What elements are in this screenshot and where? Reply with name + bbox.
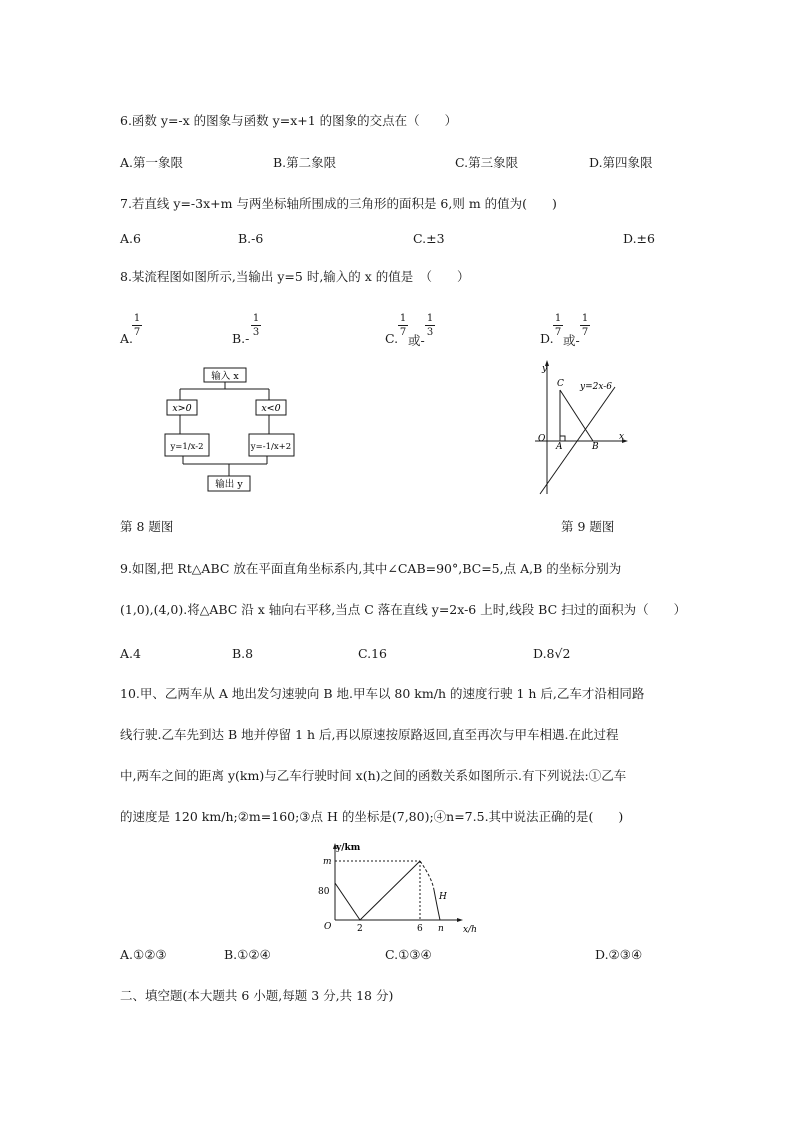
- flow-formula-right: y=-1/x+2: [250, 442, 292, 452]
- q9-point-b: B: [592, 442, 599, 452]
- q8-option-d-fraction2: 1 7: [581, 313, 589, 338]
- q10-stem-line3: 中,两车之间的距离 y(km)与乙车行驶时间 x(h)之间的函数关系如图所示.有下列说法:①乙车: [120, 768, 627, 783]
- q7-option-c: C.±3: [413, 231, 445, 246]
- flow-cond-right: x<0: [261, 403, 281, 414]
- q9-caption: 第 9 题图: [561, 519, 615, 534]
- q6-option-a: A.第一象限: [120, 155, 184, 170]
- q8-option-b: B.-: [232, 331, 250, 346]
- q9-option-a: A.4: [120, 646, 141, 661]
- q8-option-c: C.: [385, 331, 399, 346]
- q6-option-d: D.第四象限: [589, 155, 653, 170]
- q9-point-a: A: [556, 442, 563, 452]
- q10-stem-line4: 的速度是 120 km/h;②m=160;③点 H 的坐标是(7,80);④n=7.5.其中说法正确的是( ): [120, 809, 624, 824]
- q9-line-label: y=2x-6: [580, 382, 613, 392]
- q7-option-a: A.6: [120, 231, 141, 246]
- q8-option-d-or: 或-: [563, 333, 580, 348]
- q10-origin: O: [324, 922, 332, 932]
- section-2-heading: 二、填空题(本大题共 6 小题,每题 3 分,共 18 分): [120, 988, 394, 1003]
- flow-output-label: 输出 y: [215, 479, 243, 490]
- q6-option-b: B.第二象限: [273, 155, 337, 170]
- q8-flowchart: [155, 362, 305, 497]
- q9-y-label: y: [542, 364, 548, 374]
- q10-x6-label: 6: [417, 924, 423, 934]
- q6-stem: 6.函数 y=-x 的图象与函数 y=x+1 的图象的交点在（ ）: [120, 113, 458, 128]
- q9-x-label: x: [619, 432, 625, 442]
- q8-caption: 第 8 题图: [120, 519, 174, 534]
- q7-stem: 7.若直线 y=-3x+m 与两坐标轴所围成的三角形的面积是 6,则 m 的值为( ): [120, 196, 557, 211]
- q8-option-b-fraction: 1 3: [252, 313, 260, 338]
- q8-option-d: D.: [540, 331, 554, 346]
- q9-option-b: B.8: [232, 646, 254, 661]
- q8-stem: 8.某流程图如图所示,当输出 y=5 时,输入的 x 的值是 （ ）: [120, 269, 470, 284]
- q9-option-d: D.8√2: [533, 646, 571, 661]
- flow-formula-left: y=1/x-2: [170, 442, 204, 452]
- q9-side-bc: [560, 390, 593, 441]
- q10-y80-label: 80: [318, 887, 330, 897]
- q7-option-d: D.±6: [623, 231, 655, 246]
- q7-option-b: B.-6: [238, 231, 264, 246]
- q8-option-c-fraction2: 1 3: [426, 313, 434, 338]
- q10-graph-line: [335, 861, 420, 920]
- q10-n-label: n: [438, 924, 444, 934]
- q9-origin: O: [538, 434, 546, 444]
- q8-option-a: A.: [120, 331, 134, 346]
- q10-stem-line1: 10.甲、乙两车从 A 地出发匀速驶向 B 地.甲车以 80 km/h 的速度行驶 1 h 后,乙车才沿相同路: [120, 686, 645, 701]
- q10-option-d: D.②③④: [595, 947, 643, 962]
- q9-point-c: C: [557, 379, 564, 389]
- q10-h-label: H: [439, 892, 447, 902]
- q9-graph: [530, 357, 640, 497]
- q10-graph: [310, 838, 485, 938]
- q8-option-c-or: 或-: [408, 333, 425, 348]
- q9-option-c: C.16: [358, 646, 387, 661]
- q8-option-c-fraction: 1 7: [399, 313, 407, 338]
- q10-option-c: C.①③④: [385, 947, 432, 962]
- q10-y-label: y/km: [336, 843, 361, 853]
- q10-x-label: x/h: [463, 925, 477, 935]
- flow-input-label: 输入 x: [211, 371, 239, 382]
- flow-cond-left: x>0: [172, 403, 192, 414]
- q10-m-label: m: [323, 857, 332, 867]
- q9-stem-line2: (1,0),(4,0).将△ABC 沿 x 轴向右平移,当点 C 落在直线 y=2x-6 上时,线段 BC 扫过的面积为（ ）: [120, 602, 687, 617]
- q9-stem-line1: 9.如图,把 Rt△ABC 放在平面直角坐标系内,其中∠CAB=90°,BC=5,点 A,B 的坐标分别为: [120, 561, 622, 576]
- q10-option-a: A.①②③: [120, 947, 167, 962]
- q10-option-b: B.①②④: [224, 947, 271, 962]
- q10-x2-label: 2: [357, 924, 363, 934]
- q8-option-a-fraction: 1 7: [133, 313, 141, 338]
- q8-option-d-fraction: 1 7: [554, 313, 562, 338]
- q6-option-c: C.第三象限: [455, 155, 519, 170]
- q10-stem-line2: 线行驶.乙车先到达 B 地并停留 1 h 后,再以原速按原路返回,直至再次与甲车相遇.在此过程: [120, 727, 619, 742]
